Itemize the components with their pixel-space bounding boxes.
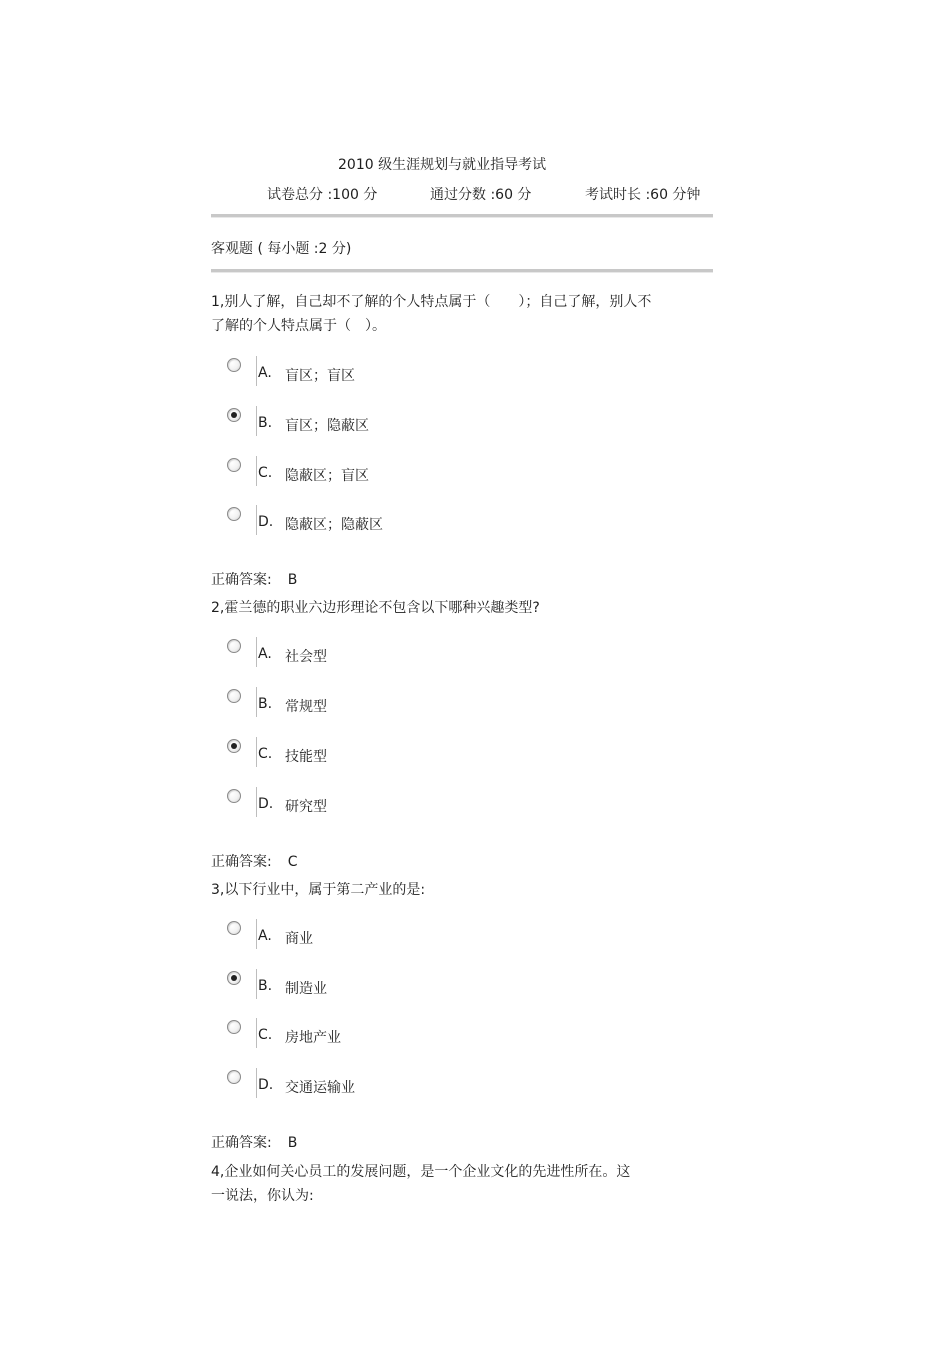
radio-button[interactable] (227, 458, 241, 472)
radio-button[interactable] (227, 1020, 241, 1034)
radio-button[interactable] (227, 639, 241, 653)
section-header: 客观题 ( 每小题 :2 分) (211, 241, 352, 257)
radio-button[interactable] (227, 921, 241, 935)
total-score: 试卷总分 :100 分 (267, 187, 378, 203)
radio-button-selected[interactable] (227, 408, 241, 422)
radio-button[interactable] (227, 789, 241, 803)
question-text: 2,霍兰德的职业六边形理论不包含以下哪种兴趣类型? (211, 600, 540, 616)
radio-button[interactable] (227, 689, 241, 703)
question-text: 1,别人了解，自己却不了解的个人特点属于（ ）；自己了解，别人不 了解的个人特点属于（ ）。 (211, 294, 652, 334)
correct-answer: 正确答案: C (211, 854, 298, 870)
divider (211, 214, 713, 218)
radio-button-selected[interactable] (227, 739, 241, 753)
exam-title: 2010 级生涯规划与就业指导考试 (338, 157, 547, 173)
pass-score: 通过分数 :60 分 (430, 187, 532, 203)
question-text: 4,企业如何关心员工的发展问题，是一个企业文化的先进性所在。这 一说法，你认为: (211, 1164, 631, 1204)
radio-button-selected[interactable] (227, 971, 241, 985)
radio-button[interactable] (227, 1070, 241, 1084)
duration: 考试时长 :60 分钟 (585, 187, 701, 203)
divider (211, 269, 713, 273)
radio-button[interactable] (227, 358, 241, 372)
correct-answer: 正确答案: B (211, 1135, 298, 1151)
radio-button[interactable] (227, 507, 241, 521)
correct-answer: 正确答案: B (211, 572, 298, 588)
question-text: 3,以下行业中，属于第二产业的是: (211, 882, 426, 898)
